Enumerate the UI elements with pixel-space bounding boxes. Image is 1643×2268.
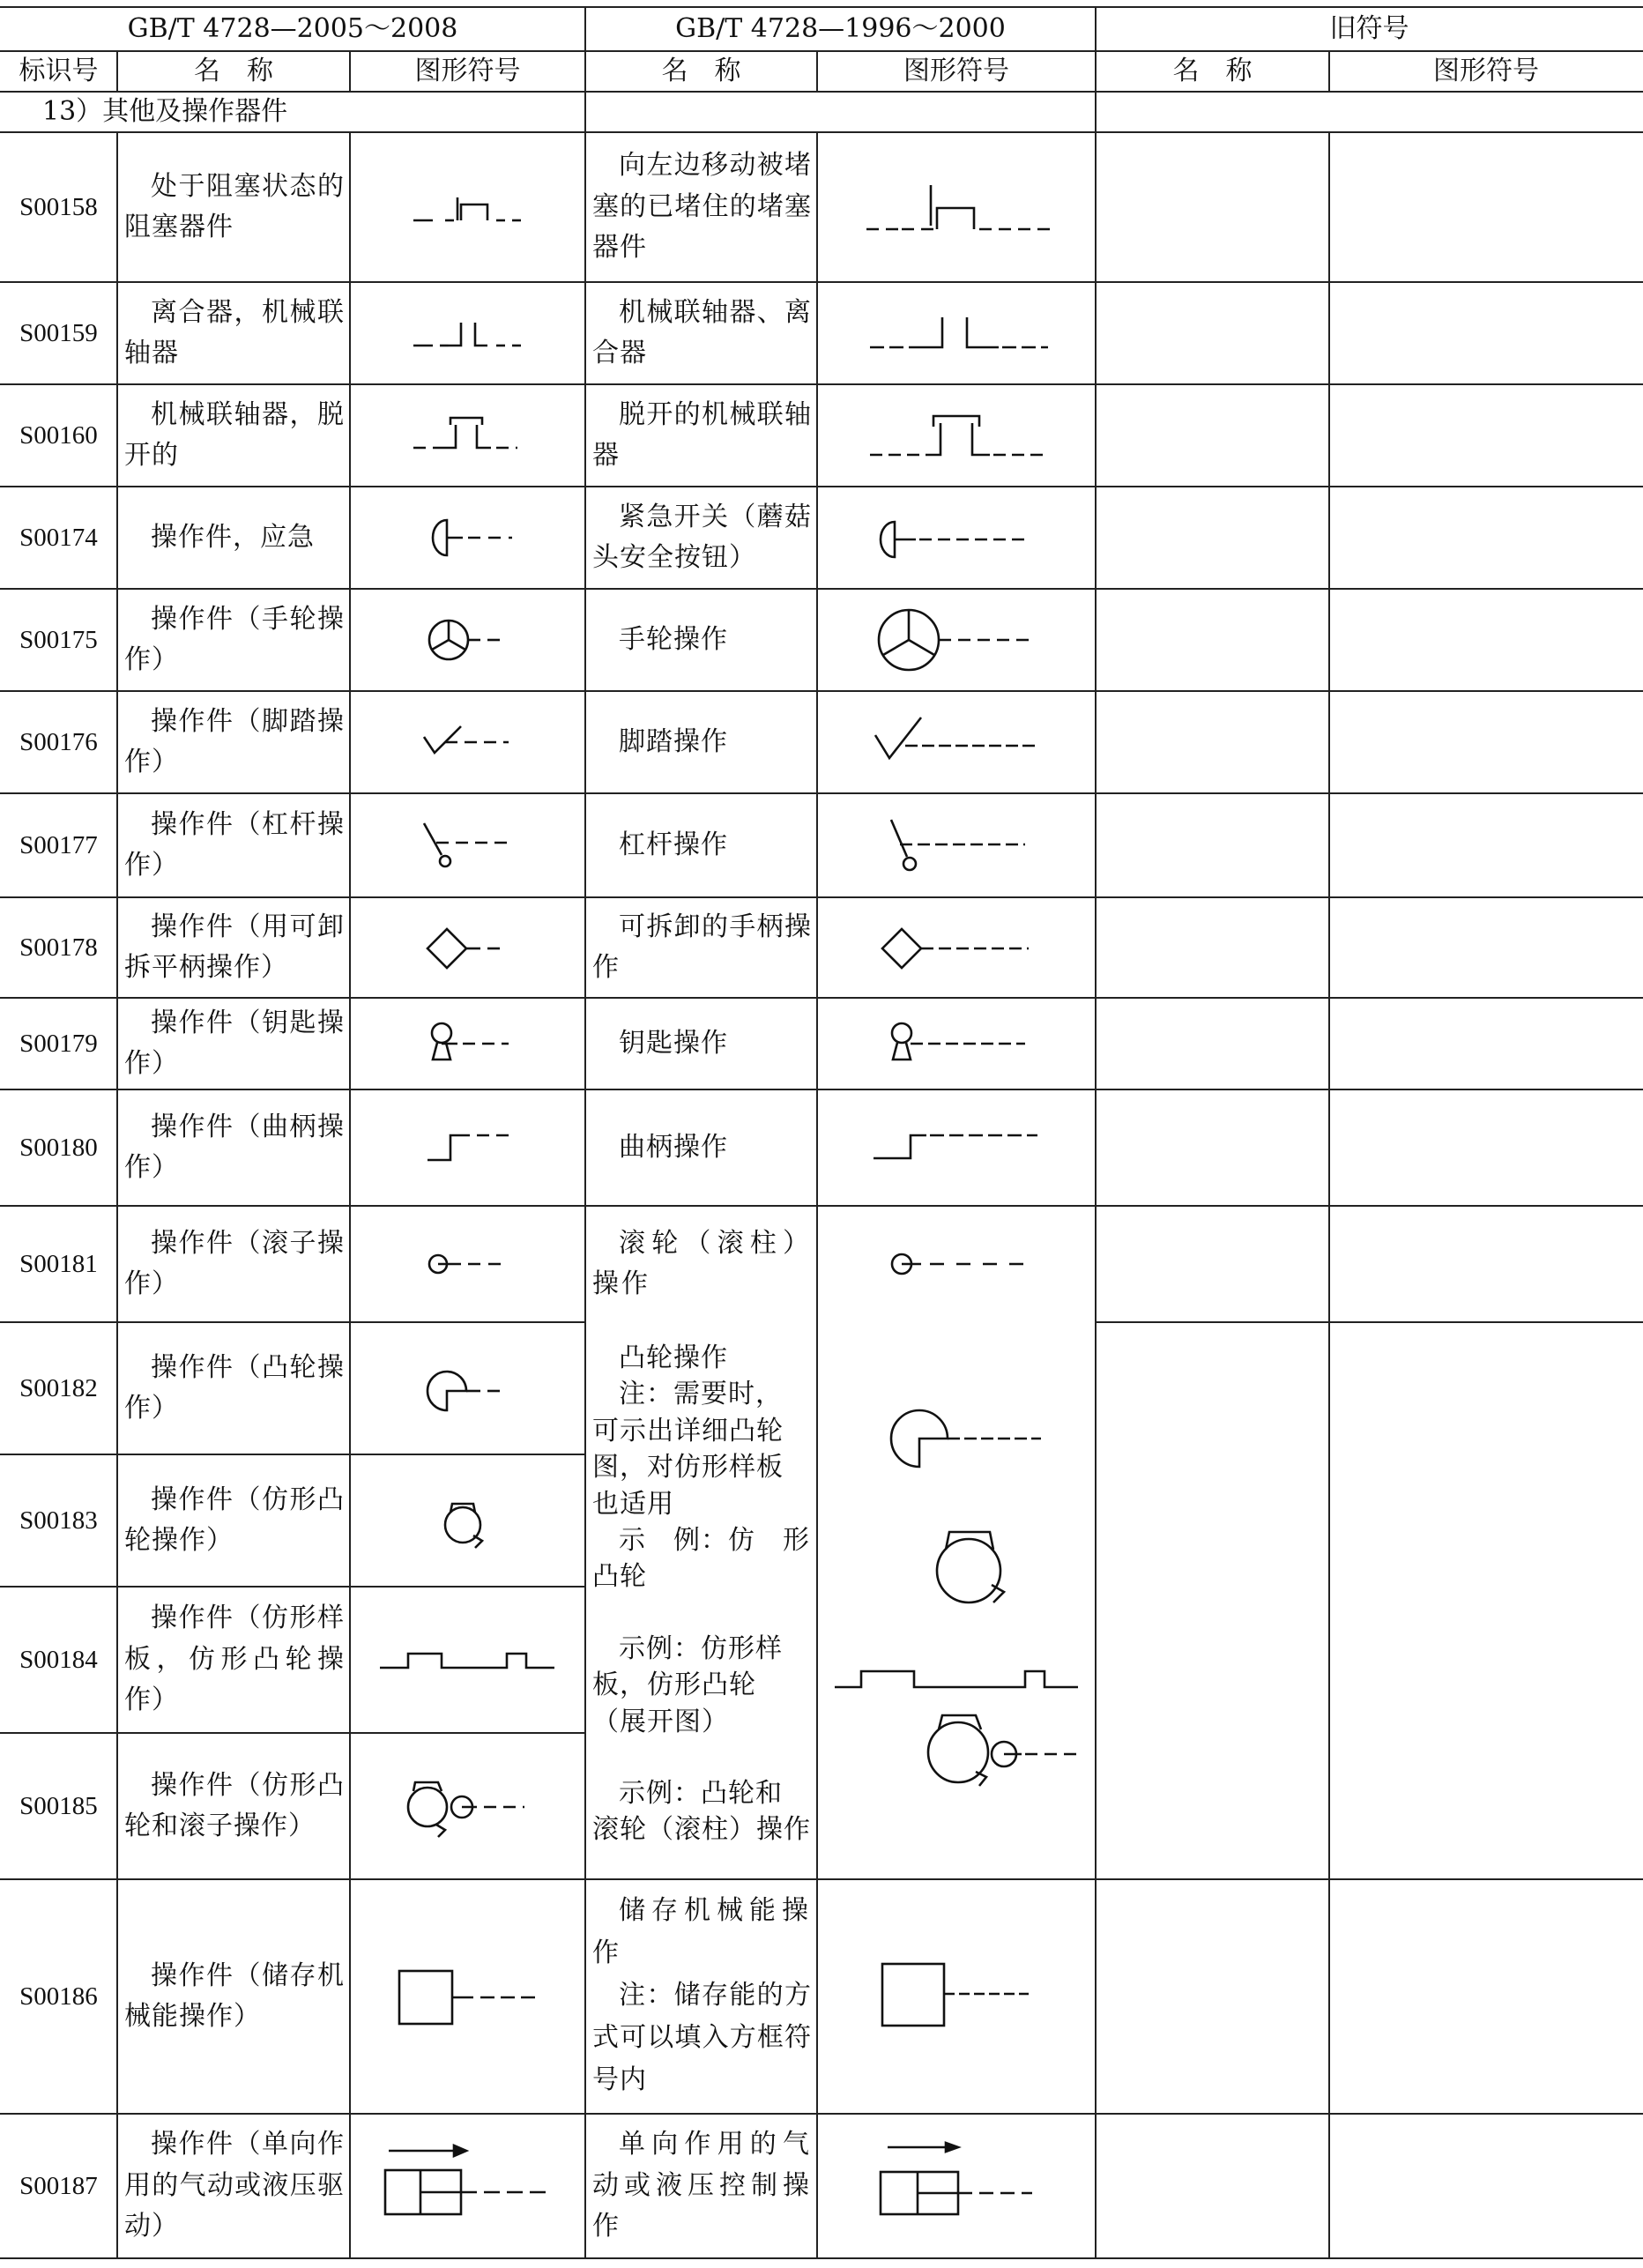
row-id: S00179 bbox=[19, 1029, 98, 1058]
row-name-1996: 脚踏操作 bbox=[619, 725, 728, 757]
row-name-new: 离合器，机械联轴器 bbox=[124, 296, 345, 368]
row-name-new: 机械联轴器，脱开的 bbox=[124, 398, 345, 471]
header-symbol-old: 图形符号 bbox=[1433, 56, 1539, 86]
cam-and-roller-icon bbox=[350, 1733, 585, 1879]
row-name-1996: 钥匙操作 bbox=[619, 1027, 728, 1059]
lever-1996-icon bbox=[817, 793, 1096, 897]
row-name-new: 操作件（滚子操作） bbox=[124, 1227, 345, 1299]
row-name-1996: 储存机械能操作 注：储存能的方式可以填入方框符号内 bbox=[592, 1895, 812, 2095]
row-name-new: 操作件（凸轮操作） bbox=[124, 1351, 345, 1424]
coupling-disengaged-icon bbox=[350, 384, 585, 487]
row-id: S00178 bbox=[19, 933, 98, 962]
row-name-1996: 脱开的机械联轴器 bbox=[592, 398, 812, 471]
row-name-new: 操作件（曲柄操作） bbox=[124, 1111, 345, 1183]
profile-cam-icon bbox=[350, 1454, 585, 1587]
row-name-1996: 手轮操作 bbox=[619, 623, 728, 655]
emergency-mushroom-icon bbox=[350, 487, 585, 589]
stored-energy-1996-icon bbox=[817, 1879, 1096, 2114]
row-name-new: 操作件（钥匙操作） bbox=[124, 1007, 345, 1079]
emergency-mushroom-1996-icon bbox=[817, 487, 1096, 589]
removable-handle-1996-icon bbox=[817, 897, 1096, 998]
row-id: S00174 bbox=[19, 523, 98, 552]
row-name-new: 操作件（仿形凸轮和滚子操作） bbox=[124, 1769, 345, 1841]
header-name-1996: 名 称 bbox=[661, 56, 741, 86]
row-name-1996: 单向作用的气动或液压控制操作 bbox=[592, 2129, 812, 2242]
cam-icon bbox=[350, 1322, 585, 1454]
pneumatic-single-icon bbox=[350, 2114, 585, 2258]
row-id: S00184 bbox=[19, 1645, 98, 1674]
row-name-new: 操作件（脚踏操作） bbox=[124, 705, 345, 777]
handwheel-1996-icon bbox=[817, 589, 1096, 691]
foot-pedal-1996-icon bbox=[817, 691, 1096, 793]
row-id: S00158 bbox=[19, 192, 98, 221]
removable-handle-icon bbox=[350, 897, 585, 998]
cam-group-1996-icons bbox=[817, 1322, 1096, 1879]
section-title: 13）其他及操作器件 bbox=[42, 96, 288, 127]
row-name-1996: 可拆卸的手柄操作 bbox=[592, 911, 812, 983]
row-name-1996: 向左边移动被堵塞的已堵住的堵塞器件 bbox=[592, 150, 812, 264]
row-name-new: 操作件（仿形凸轮操作） bbox=[124, 1483, 345, 1556]
row-id: S00182 bbox=[19, 1373, 98, 1402]
row-id: S00160 bbox=[19, 420, 98, 450]
blocking-device-icon bbox=[350, 132, 585, 282]
roller-icon bbox=[350, 1206, 585, 1322]
row-name-new: 操作件（单向作用的气动或液压驱动） bbox=[124, 2129, 345, 2242]
pneumatic-single-1996-icon bbox=[817, 2114, 1096, 2258]
header-name-old: 名 称 bbox=[1172, 56, 1253, 86]
row-id: S00187 bbox=[19, 2171, 98, 2200]
header-std-1996: GB/T 4728—1996～2000 bbox=[675, 13, 1006, 44]
foot-pedal-icon bbox=[350, 691, 585, 793]
row-id: S00181 bbox=[19, 1249, 98, 1278]
row-name-new: 操作件（杠杆操作） bbox=[124, 808, 345, 881]
crank-1996-icon bbox=[817, 1089, 1096, 1206]
key-1996-icon bbox=[817, 998, 1096, 1089]
row-name-new: 操作件（用可卸拆平柄操作） bbox=[124, 911, 345, 983]
header-old-symbol: 旧符号 bbox=[1329, 13, 1409, 44]
key-icon bbox=[350, 998, 585, 1089]
row-name-new: 操作件，应急 bbox=[151, 521, 315, 553]
crank-icon bbox=[350, 1089, 585, 1206]
row-name-new: 操作件（储存机械能操作） bbox=[124, 1959, 345, 2032]
row-name-new: 操作件（手轮操作） bbox=[124, 603, 345, 675]
handwheel-icon bbox=[350, 589, 585, 691]
row-id: S00177 bbox=[19, 830, 98, 859]
mechanical-coupling-1996-icon bbox=[817, 282, 1096, 384]
cam-group-1996-text: 凸轮操作 注：需要时， 可示出详细凸轮 图，对仿形样板 也适用 示 例：仿 形 凸轮 示例：仿形样 板，仿形凸轮 （展开图） 示例：凸轮和 滚轮（滚柱）操作 bbox=[592, 1342, 811, 1846]
row-id: S00185 bbox=[19, 1791, 98, 1820]
row-id: S00175 bbox=[19, 625, 98, 654]
roller-1996-icon bbox=[817, 1206, 1096, 1322]
cam-1996-icon bbox=[891, 1410, 948, 1467]
row-id: S00180 bbox=[19, 1133, 98, 1162]
header-name-new: 名 称 bbox=[194, 56, 273, 86]
row-name-1996: 机械联轴器、离合器 bbox=[592, 296, 812, 368]
profile-plate-1996-icon bbox=[835, 1671, 1078, 1687]
row-id: S00159 bbox=[19, 318, 98, 347]
stored-energy-icon bbox=[350, 1879, 585, 2114]
row-name-new: 处于阻塞状态的阻塞器件 bbox=[124, 170, 345, 242]
row-name-1996: 杠杆操作 bbox=[619, 829, 728, 860]
lever-icon bbox=[350, 793, 585, 897]
mechanical-coupling-icon bbox=[350, 282, 585, 384]
row-name-1996: 紧急开关（蘑菇头安全按钮） bbox=[592, 501, 812, 573]
profile-plate-icon bbox=[350, 1587, 585, 1733]
row-name-1996: 曲柄操作 bbox=[619, 1131, 728, 1163]
row-id: S00176 bbox=[19, 727, 98, 756]
header-symbol-new: 图形符号 bbox=[414, 56, 521, 86]
row-name-1996: 滚轮（滚柱）操作 bbox=[592, 1227, 812, 1299]
header-symbol-1996: 图形符号 bbox=[903, 56, 1009, 86]
row-name-new: 操作件（仿形样板，仿形凸轮操作） bbox=[124, 1602, 345, 1716]
header-std-2005: GB/T 4728—2005～2008 bbox=[127, 13, 458, 44]
row-id: S00183 bbox=[19, 1506, 98, 1535]
blocking-device-1996-icon bbox=[817, 132, 1096, 282]
header-id: 标识号 bbox=[19, 56, 99, 86]
coupling-disengaged-1996-icon bbox=[817, 384, 1096, 487]
row-id: S00186 bbox=[19, 1982, 98, 2011]
